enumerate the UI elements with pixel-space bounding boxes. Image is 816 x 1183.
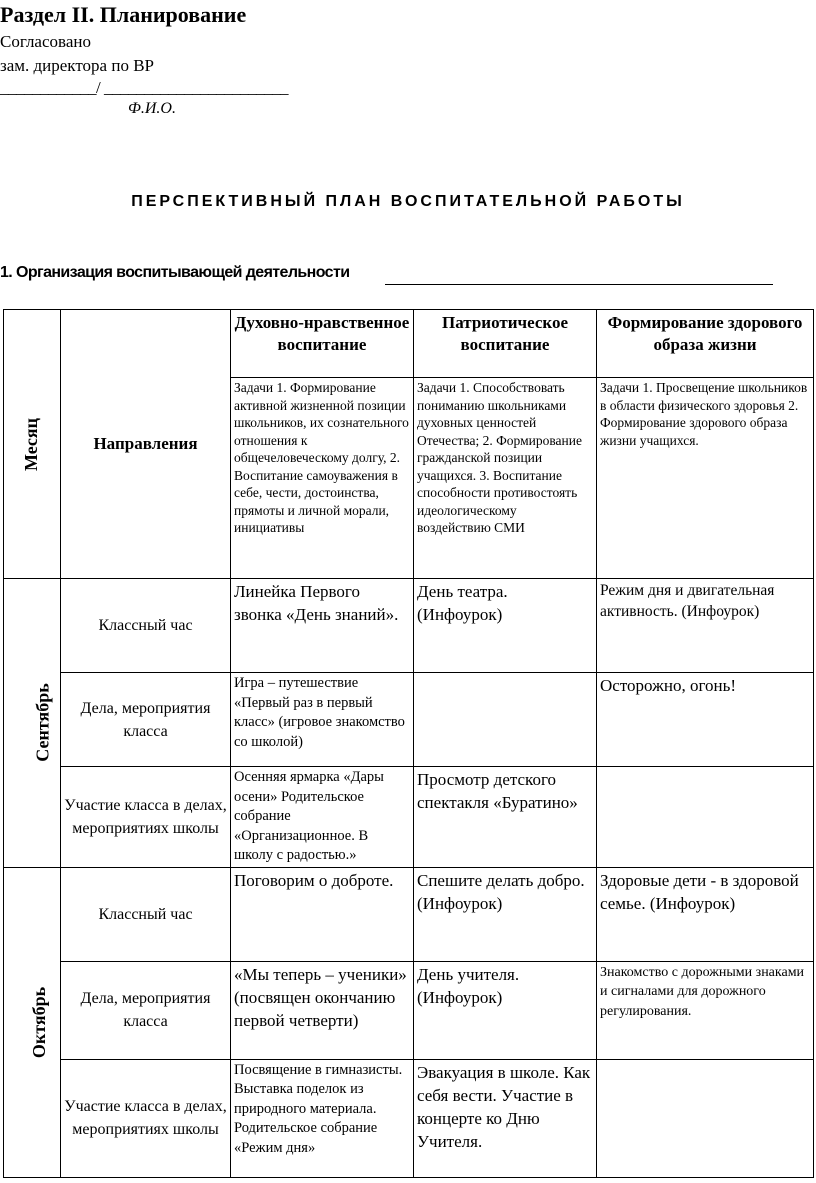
column-header-health: Формирование здорового образа жизни [597, 310, 814, 378]
table-cell: День учителя. (Инфоурок) [414, 961, 597, 1059]
agreed-label: Согласовано [0, 32, 91, 51]
table-cell [414, 673, 597, 767]
table-cell [597, 1059, 814, 1177]
plan-title: ПЕРСПЕКТИВНЫЙ ПЛАН ВОСПИТАТЕЛЬНОЙ РАБОТЫ [131, 193, 685, 210]
table-cell: «Мы теперь – ученики» (посвящен окончанию первой четверти) [231, 961, 414, 1059]
table-cell: Игра – путешествие «Первый раз в первый класс» (игровое знакомство со школой) [231, 673, 414, 767]
month-october: Октябрь [4, 867, 61, 1177]
subtitle: 1. Организация воспитывающей деятельности [0, 264, 350, 281]
row-label: Дела, мероприятия класса [61, 961, 231, 1059]
table-header-row [4, 310, 814, 378]
plan-table [3, 309, 814, 1178]
fio-label: Ф.И.О. [128, 100, 176, 117]
row-label: Дела, мероприятия класса [61, 673, 231, 767]
table-row [4, 673, 814, 767]
table-cell: Осенняя ярмарка «Дары осени» Родительское собрание «Организационное. В школу с радостью.» [231, 767, 414, 868]
table-cell: Посвящение в гимназисты. Выставка поделок из природного материала. Родительское собрание «Режим дня» [231, 1059, 414, 1177]
table-cell: Осторожно, огонь! [597, 673, 814, 767]
table-row [4, 867, 814, 961]
table-cell: Спешите делать добро. (Инфоурок) [414, 867, 597, 961]
section-title: Раздел II. Планирование [0, 2, 247, 27]
table-cell: Знакомство с дорожными знаками и сигналами для дорожного регулирования. [597, 961, 814, 1059]
table-row [4, 767, 814, 868]
tasks-spiritual: Задачи 1. Формирование активной жизненной позиции школьников, их сознательного отношения к общечеловеческому долгу, 2. Воспитание самоуважения в себе, чести, достоинства, прямоты и личной морали, инициативы [231, 378, 414, 579]
table-cell [597, 767, 814, 868]
row-label: Классный час [61, 867, 231, 961]
subtitle-underline [385, 284, 773, 285]
table-row [4, 961, 814, 1059]
tasks-patriotic: Задачи 1. Способствовать пониманию школьниками духовных ценностей Отечества; 2. Формирование гражданской позиции учащихся. 3. Воспитание способности противостоять идеологическому воздействию СМИ [414, 378, 597, 579]
signature-line: ____________/ _______________________ [0, 78, 288, 97]
table-row [4, 1059, 814, 1177]
row-label: Участие класса в делах, мероприятиях школы [61, 767, 231, 868]
table-cell: Режим дня и двигательная активность. (Инфоурок) [597, 579, 814, 673]
table-cell: День театра. (Инфоурок) [414, 579, 597, 673]
table-cell: Эвакуация в школе. Как себя вести. Участие в концерте ко Дню Учителя. [414, 1059, 597, 1177]
direction-header: Направления [61, 310, 231, 579]
row-label: Классный час [61, 579, 231, 673]
month-header: Месяц [4, 310, 61, 579]
table-row [4, 579, 814, 673]
table-cell: Просмотр детского спектакля «Буратино» [414, 767, 597, 868]
position-label: зам. директора по ВР [0, 56, 154, 75]
column-header-spiritual: Духовно-нравственное воспитание [231, 310, 414, 378]
table-cell: Здоровые дети - в здоровой семье. (Инфоурок) [597, 867, 814, 961]
table-cell: Поговорим о доброте. [231, 867, 414, 961]
month-september: Сентябрь [4, 579, 61, 868]
table-cell: Линейка Первого звонка «День знаний». [231, 579, 414, 673]
column-header-patriotic: Патриотическое воспитание [414, 310, 597, 378]
tasks-health: Задачи 1. Просвещение школьников в области физического здоровья 2. Формирование здорового образа жизни учащихся. [597, 378, 814, 579]
row-label: Участие класса в делах, мероприятиях школы [61, 1059, 231, 1177]
